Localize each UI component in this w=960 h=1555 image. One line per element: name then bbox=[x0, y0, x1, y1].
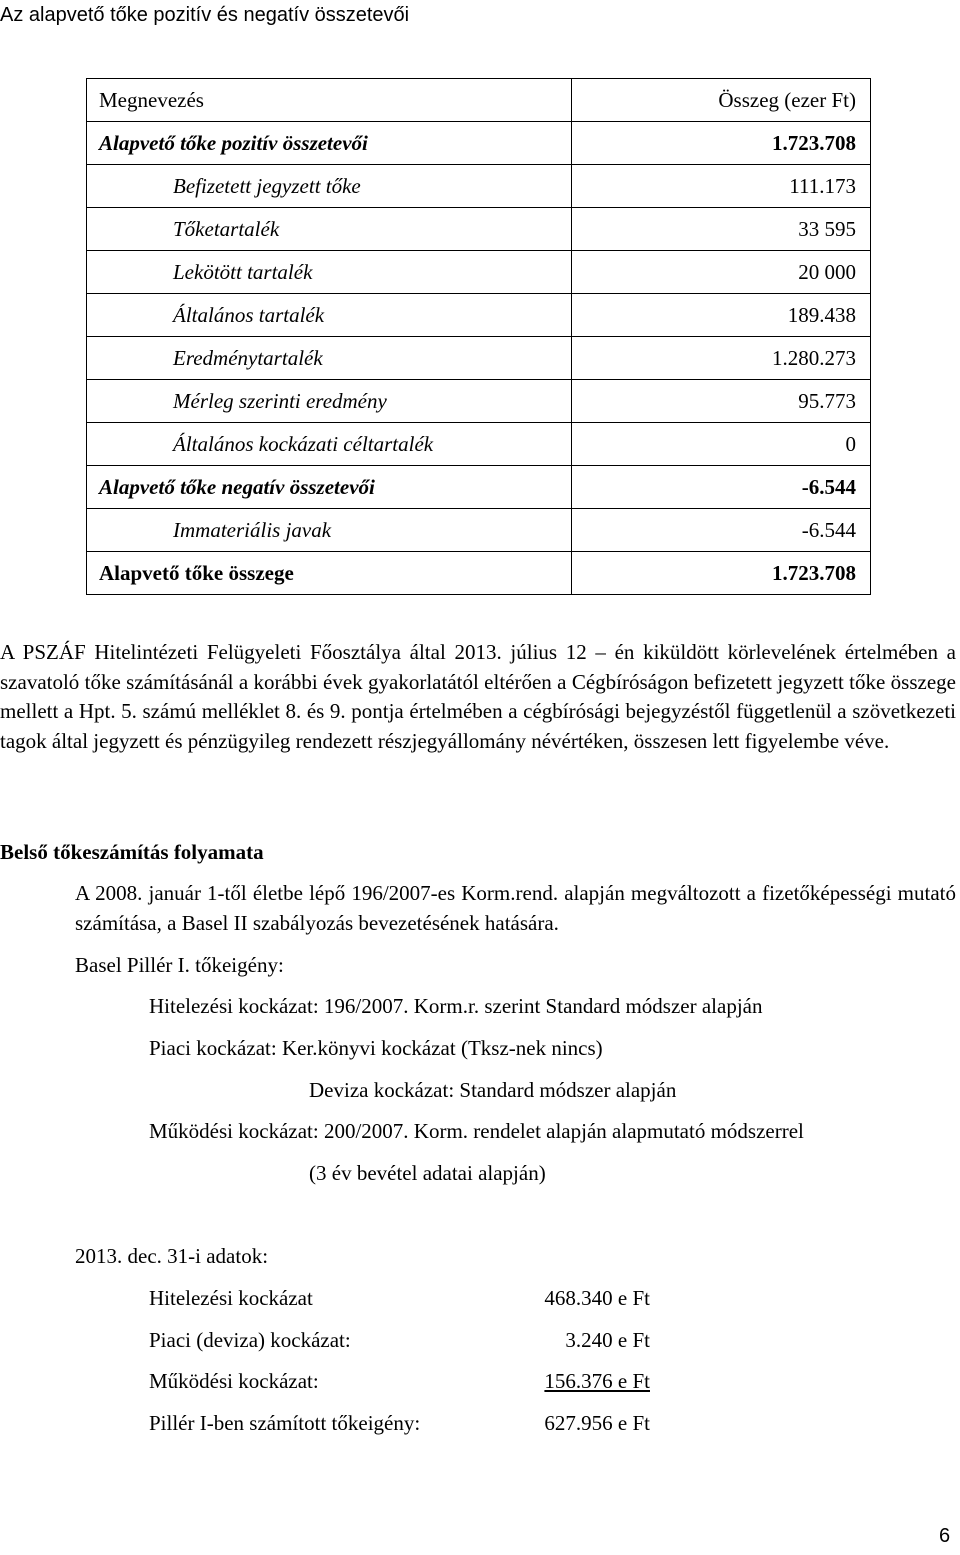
table-row bbox=[87, 509, 871, 552]
header-name: Megnevezés bbox=[87, 79, 572, 122]
data-item-label: Pillér I-ben számított tőkeigény: bbox=[149, 1411, 421, 1435]
capital-components-table bbox=[86, 78, 871, 595]
row-value: 1.723.708 bbox=[572, 122, 871, 165]
row-value: -6.544 bbox=[572, 509, 871, 552]
row-name: Mérleg szerinti eredmény bbox=[87, 380, 572, 423]
row-value: 33 595 bbox=[572, 208, 871, 251]
row-value: 111.173 bbox=[572, 165, 871, 208]
row-name: Eredménytartalék bbox=[87, 337, 572, 380]
row-name: Tőketartalék bbox=[87, 208, 572, 251]
table-row bbox=[87, 251, 871, 294]
pillar-line-credit: Hitelezési kockázat: 196/2007. Korm.r. szerint Standard módszer alapján bbox=[149, 994, 763, 1018]
table-row bbox=[87, 337, 871, 380]
row-name: Befizetett jegyzett tőke bbox=[87, 165, 572, 208]
row-value: 0 bbox=[572, 423, 871, 466]
data-item-value: 156.376 e Ft bbox=[544, 1369, 650, 1393]
table-header-row bbox=[87, 79, 871, 122]
pillar-line-operational-note: (3 év bevétel adatai alapján) bbox=[309, 1161, 546, 1185]
row-value: 20 000 bbox=[572, 251, 871, 294]
pillar-line-market: Piaci kockázat: Ker.könyvi kockázat (Tksz-nek nincs) bbox=[149, 1036, 603, 1060]
row-value: -6.544 bbox=[572, 466, 871, 509]
table-row bbox=[87, 122, 871, 165]
data-item-label: Működési kockázat: bbox=[149, 1369, 319, 1393]
header-value: Összeg (ezer Ft) bbox=[572, 79, 871, 122]
table-row bbox=[87, 208, 871, 251]
data-item-value: 627.956 e Ft bbox=[544, 1411, 650, 1435]
row-name: Lekötött tartalék bbox=[87, 251, 572, 294]
pszaf-paragraph: A PSZÁF Hitelintézeti Felügyeleti Főosztálya által 2013. július 12 – én kiküldött körlevelének értelmében a szavatoló tőke számításánál a korábbi évek gyakorlatától eltérően a Cégbíróságon befizetett jegyzett tőke összege mellett a Hpt. 5. számú melléklet 8. és 9. pontja értelmében a cégbírósági bejegyzéstől függetlenül a szövetkezeti tagok által jegyzett és pénzügyileg rendezett részjegyállomány névértéken, összesen lett figyelembe véve. bbox=[0, 640, 956, 753]
row-value: 189.438 bbox=[572, 294, 871, 337]
row-name: Alapvető tőke összege bbox=[87, 552, 572, 595]
page-heading: Az alapvető tőke pozitív és negatív összetevői bbox=[0, 4, 410, 26]
table-row bbox=[87, 466, 871, 509]
row-value: 1.723.708 bbox=[572, 552, 871, 595]
section-intro: A 2008. január 1-től életbe lépő 196/2007-es Korm.rend. alapján megváltozott a fizetőképességi mutató számítása, a Basel II szabályozás bevezetésének hatására. bbox=[75, 881, 956, 935]
pillar-title: Basel Pillér I. tőkeigény: bbox=[75, 953, 284, 977]
data-item-value: 468.340 e Ft bbox=[544, 1286, 650, 1310]
data-item-label: Hitelezési kockázat bbox=[149, 1286, 313, 1310]
table-row bbox=[87, 165, 871, 208]
data-item-label: Piaci (deviza) kockázat: bbox=[149, 1328, 351, 1352]
row-name: Általános kockázati céltartalék bbox=[87, 423, 572, 466]
row-name: Alapvető tőke pozitív összetevői bbox=[87, 122, 572, 165]
row-name: Immateriális javak bbox=[87, 509, 572, 552]
table-row bbox=[87, 294, 871, 337]
row-value: 95.773 bbox=[572, 380, 871, 423]
table-row bbox=[87, 380, 871, 423]
pillar-line-operational: Működési kockázat: 200/2007. Korm. rendelet alapján alapmutató módszerrel bbox=[149, 1119, 804, 1143]
data-item-value: 3.240 e Ft bbox=[565, 1328, 650, 1352]
table-row bbox=[87, 552, 871, 595]
pillar-line-fx: Deviza kockázat: Standard módszer alapján bbox=[309, 1078, 677, 1102]
table-row bbox=[87, 423, 871, 466]
row-value: 1.280.273 bbox=[572, 337, 871, 380]
row-name: Alapvető tőke negatív összetevői bbox=[87, 466, 572, 509]
page-number: 6 bbox=[939, 1525, 951, 1547]
section-title: Belső tőkeszámítás folyamata bbox=[0, 840, 264, 864]
row-name: Általános tartalék bbox=[87, 294, 572, 337]
data-2013-title: 2013. dec. 31-i adatok: bbox=[75, 1244, 269, 1268]
